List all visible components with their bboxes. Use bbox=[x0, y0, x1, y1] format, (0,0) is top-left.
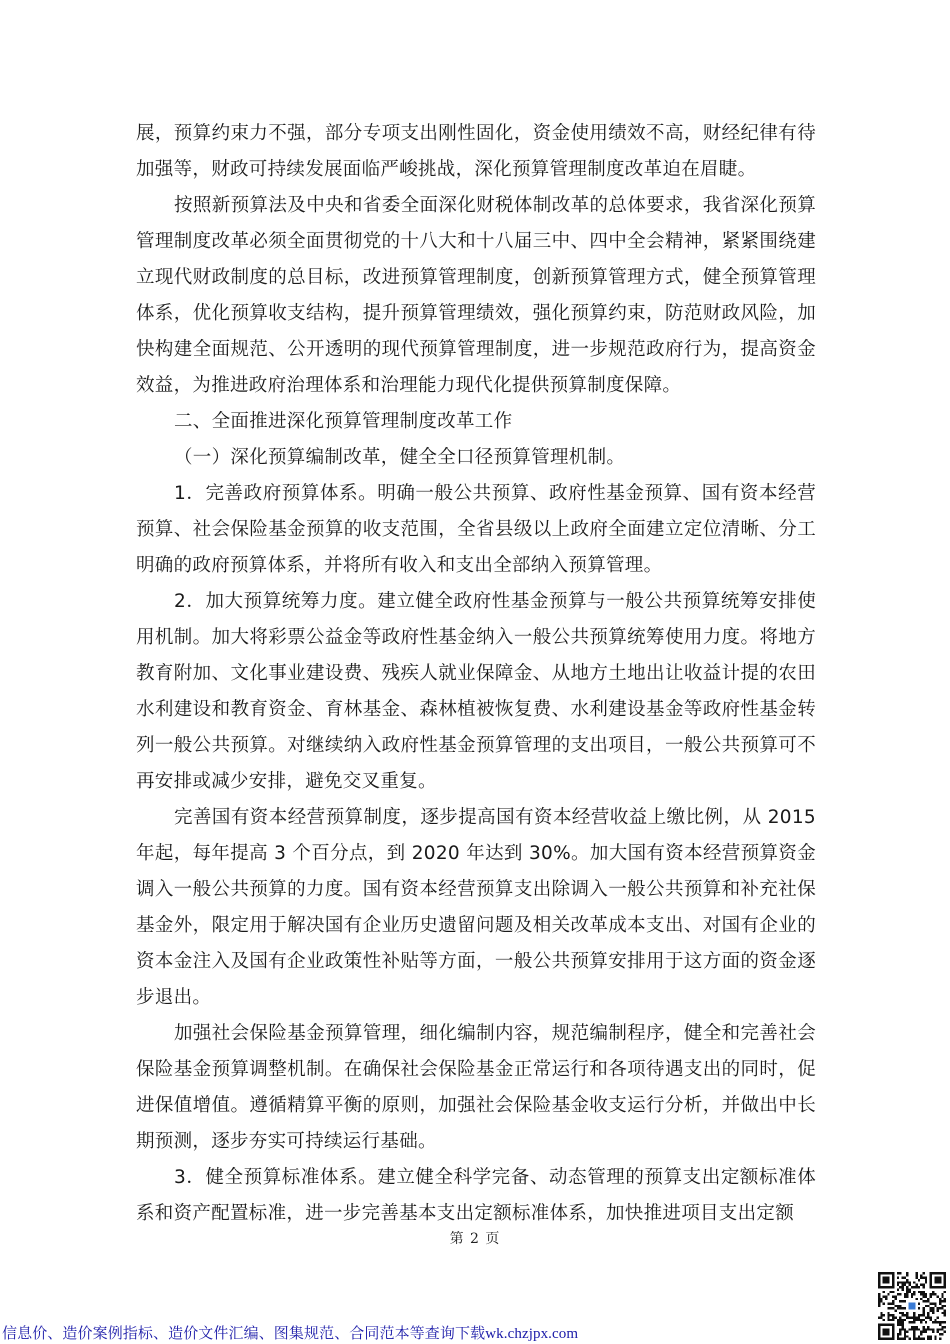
subsection-heading-1: （一）深化预算编制改革，健全全口径预算管理机制。 bbox=[174, 447, 626, 468]
paragraph-item-1: 1．完善政府预算体系。明确一般公共预算、政府性基金预算、国有资本经营预算、社会保险基金预算的收支范围，全省县级以上政府全面建立定位清晰、分工明确的政府预算体系，并将所有收入和支出全部纳入预算管理。 bbox=[136, 483, 816, 576]
document-body bbox=[136, 116, 816, 1232]
qr-code-icon[interactable] bbox=[878, 1272, 946, 1340]
paragraph-item-3: 3．健全预算标准体系。建立健全科学完备、动态管理的预算支出定额标准体系和资产配置标准，进一步完善基本支出定额标准体系，加快推进项目支出定额 bbox=[136, 1167, 816, 1224]
footer-download-link[interactable]: 信息价、造价案例指标、造价文件汇编、图集规范、合同范本等查询下载wk.chzjpx.com bbox=[2, 1326, 579, 1342]
section-heading-2: 二、全面推进深化预算管理制度改革工作 bbox=[174, 411, 513, 432]
paragraph-social-insurance: 加强社会保险基金预算管理，细化编制内容，规范编制程序，健全和完善社会保险基金预算调整机制。在确保社会保险基金正常运行和各项待遇支出的同时，促进保值增值。遵循精算平衡的原则，加强社会保险基金收支运行分析，并做出中长期预测，逐步夯实可持续运行基础。 bbox=[136, 1023, 816, 1152]
paragraph-2: 按照新预算法及中央和省委全面深化财税体制改革的总体要求，我省深化预算管理制度改革必须全面贯彻党的十八大和十八届三中、四中全会精神，紧紧围绕建立现代财政制度的总目标，改进预算管理制度，创新预算管理方式，健全预算管理体系，优化预算收支结构，提升预算管理绩效，强化预算约束，防范财政风险，加快构建全面规范、公开透明的现代预算管理制度，进一步规范政府行为，提高资金效益，为推进政府治理体系和治理能力现代化提供预算制度保障。 bbox=[136, 195, 816, 396]
paragraph-item-2: 2．加大预算统筹力度。建立健全政府性基金预算与一般公共预算统筹安排使用机制。加大将彩票公益金等政府性基金纳入一般公共预算统筹使用力度。将地方教育附加、文化事业建设费、残疾人就业保障金、从地方土地出让收益计提的农田水利建设和教育资金、育林基金、森林植被恢复费、水利建设基金等政府性基金转列一般公共预算。对继续纳入政府性基金预算管理的支出项目，一般公共预算可不再安排或减少安排，避免交叉重复。 bbox=[136, 591, 816, 792]
paragraph-1: 展，预算约束力不强，部分专项支出刚性固化，资金使用绩效不高，财经纪律有待加强等，财政可持续发展面临严峻挑战，深化预算管理制度改革迫在眉睫。 bbox=[136, 123, 816, 180]
paragraph-state-capital: 完善国有资本经营预算制度，逐步提高国有资本经营收益上缴比例，从 2015 年起，每年提高 3 个百分点，到 2020 年达到 30%。加大国有资本经营预算资金调入一般公共预算的力度。国有资本经营预算支出除调入一般公共预算和补充社保基金外，限定用于解决国有企业历史遗留问题及相关改革成本支出、对国有企业的资本金注入及国有企业政策性补贴等方面，一般公共预算安排用于这方面的资金逐步退出。 bbox=[136, 807, 816, 1008]
page-number: 第 2 页 bbox=[449, 1231, 501, 1247]
